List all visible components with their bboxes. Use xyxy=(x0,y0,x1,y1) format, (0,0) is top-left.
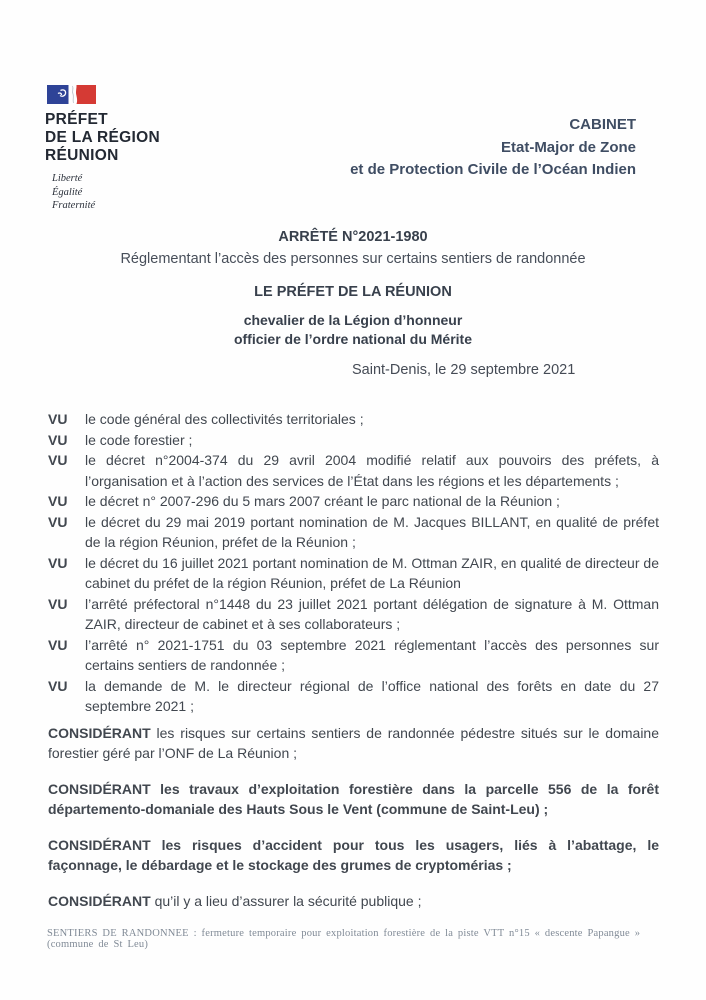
vu-label: VU xyxy=(48,595,68,612)
vu-text: le code général des collectivités territoriales ; xyxy=(85,411,364,427)
vu-item xyxy=(48,430,659,451)
vu-label: VU xyxy=(48,554,68,571)
considerant-label: CONSIDÉRANT xyxy=(48,836,151,853)
footer-reference-line: SENTIERS DE RANDONNEE : fermeture temporaire pour exploitation forestière de la piste VTT n°15 « descente Papangue » (commune de St Leu) xyxy=(47,928,641,950)
wordmark-line: RÉUNION xyxy=(45,147,119,164)
vu-label: VU xyxy=(48,493,68,509)
document-body xyxy=(48,409,659,911)
decree-number-title: ARRÊTÉ N°2021-1980 xyxy=(278,229,428,245)
issuing-service-block xyxy=(350,114,636,182)
vu-text: l’arrêté préfectoral n°1448 du 23 juillet 2021 portant délégation de signature à M. Ottman ZAIR, directeur de cabinet et à ses collaborateurs ; xyxy=(85,595,659,632)
republic-motto xyxy=(52,172,160,213)
vu-text: le code forestier ; xyxy=(85,431,193,448)
prefet-logo xyxy=(45,84,160,213)
vu-label: VU xyxy=(48,513,68,530)
vu-text: le décret du 29 mai 2019 portant nomination de M. Jacques BILLANT, en qualité de préfet de la région Réunion, préfet de la Réunion ; xyxy=(85,513,659,550)
honor-line: officier de l’ordre national du Mérite xyxy=(233,330,473,347)
considerant-paragraph xyxy=(48,891,659,912)
vu-label: VU xyxy=(48,677,68,694)
title-block xyxy=(0,229,706,348)
vu-item xyxy=(48,512,659,553)
vu-text: le décret du 16 juillet 2021 portant nomination de M. Ottman ZAIR, en qualité de directeur de cabinet du préfet de la région Réunion, préfet de La Réunion xyxy=(85,554,659,591)
vu-text: le décret n° 2007-296 du 5 mars 2007 créant le parc national de la Réunion ; xyxy=(85,493,560,509)
vu-item xyxy=(48,409,659,430)
considerant-paragraph xyxy=(48,835,659,876)
vu-item xyxy=(48,635,659,676)
considerant-label: CONSIDÉRANT xyxy=(48,724,151,741)
vu-item xyxy=(48,676,659,717)
marianne-flag-icon xyxy=(47,84,97,105)
service-line-protection-civile: et de Protection Civile de l’Océan Indien xyxy=(350,161,636,178)
considerant-text: les risques sur certains sentiers de randonnée pédestre situés sur le domaine forestier géré par l’ONF de La Réunion ; xyxy=(48,724,660,761)
vu-item xyxy=(48,594,659,635)
vu-text: la demande de M. le directeur régional de l’office national des forêts en date du 27 septembre 2021 ; xyxy=(85,677,659,714)
honor-line: chevalier de la Légion d’honneur xyxy=(243,312,463,328)
issuer-title: LE PRÉFET DE LA RÉUNION xyxy=(254,284,452,300)
vu-item xyxy=(48,450,659,491)
vu-label: VU xyxy=(48,452,68,468)
issuer-honors xyxy=(0,311,706,348)
vu-text: le décret n°2004-374 du 29 avril 2004 modifié relatif aux pouvoirs des préfets, à l’organisation et à l’action des services de l’État dans les régions et les départements ; xyxy=(85,452,659,489)
vu-label: VU xyxy=(48,411,68,427)
considerant-text: les travaux d’exploitation forestière dans la parcelle 556 de la forêt départemento-domaniale des Hauts Sous le Vent (commune de Saint-Leu) ; xyxy=(48,780,659,817)
decree-subject: Réglementant l’accès des personnes sur certains sentiers de randonnée xyxy=(120,251,586,267)
considerant-text: les risques d’accident pour tous les usagers, liés à l’abattage, le façonnage, le débardage et le stockage des grumes de cryptomérias ; xyxy=(48,836,659,873)
vu-text: l’arrêté n° 2021-1751 du 03 septembre 2021 réglementant l’accès des personnes sur certains sentiers de randonnée ; xyxy=(85,636,659,673)
considerant-label: CONSIDÉRANT xyxy=(48,892,151,909)
considerant-paragraph xyxy=(48,723,659,764)
prefet-wordmark xyxy=(45,111,160,165)
wordmark-line: DE LA RÉGION xyxy=(45,129,160,146)
considerant-label: CONSIDÉRANT xyxy=(48,780,151,797)
wordmark-line: PRÉFET xyxy=(45,111,108,128)
service-line-etat-major: Etat-Major de Zone xyxy=(500,138,636,156)
service-line-cabinet: CABINET xyxy=(569,116,636,133)
place-date-line: Saint-Denis, le 29 septembre 2021 xyxy=(352,362,576,378)
motto-line: Égalité xyxy=(52,186,83,198)
motto-line: Liberté xyxy=(52,173,83,184)
vu-item xyxy=(48,553,659,594)
vu-item xyxy=(48,491,659,512)
vu-label: VU xyxy=(48,431,68,448)
considerant-paragraph xyxy=(48,779,659,820)
considerant-text: qu’il y a lieu d’assurer la sécurité publique ; xyxy=(154,892,422,909)
motto-line: Fraternité xyxy=(52,200,96,211)
vu-label: VU xyxy=(48,636,68,653)
